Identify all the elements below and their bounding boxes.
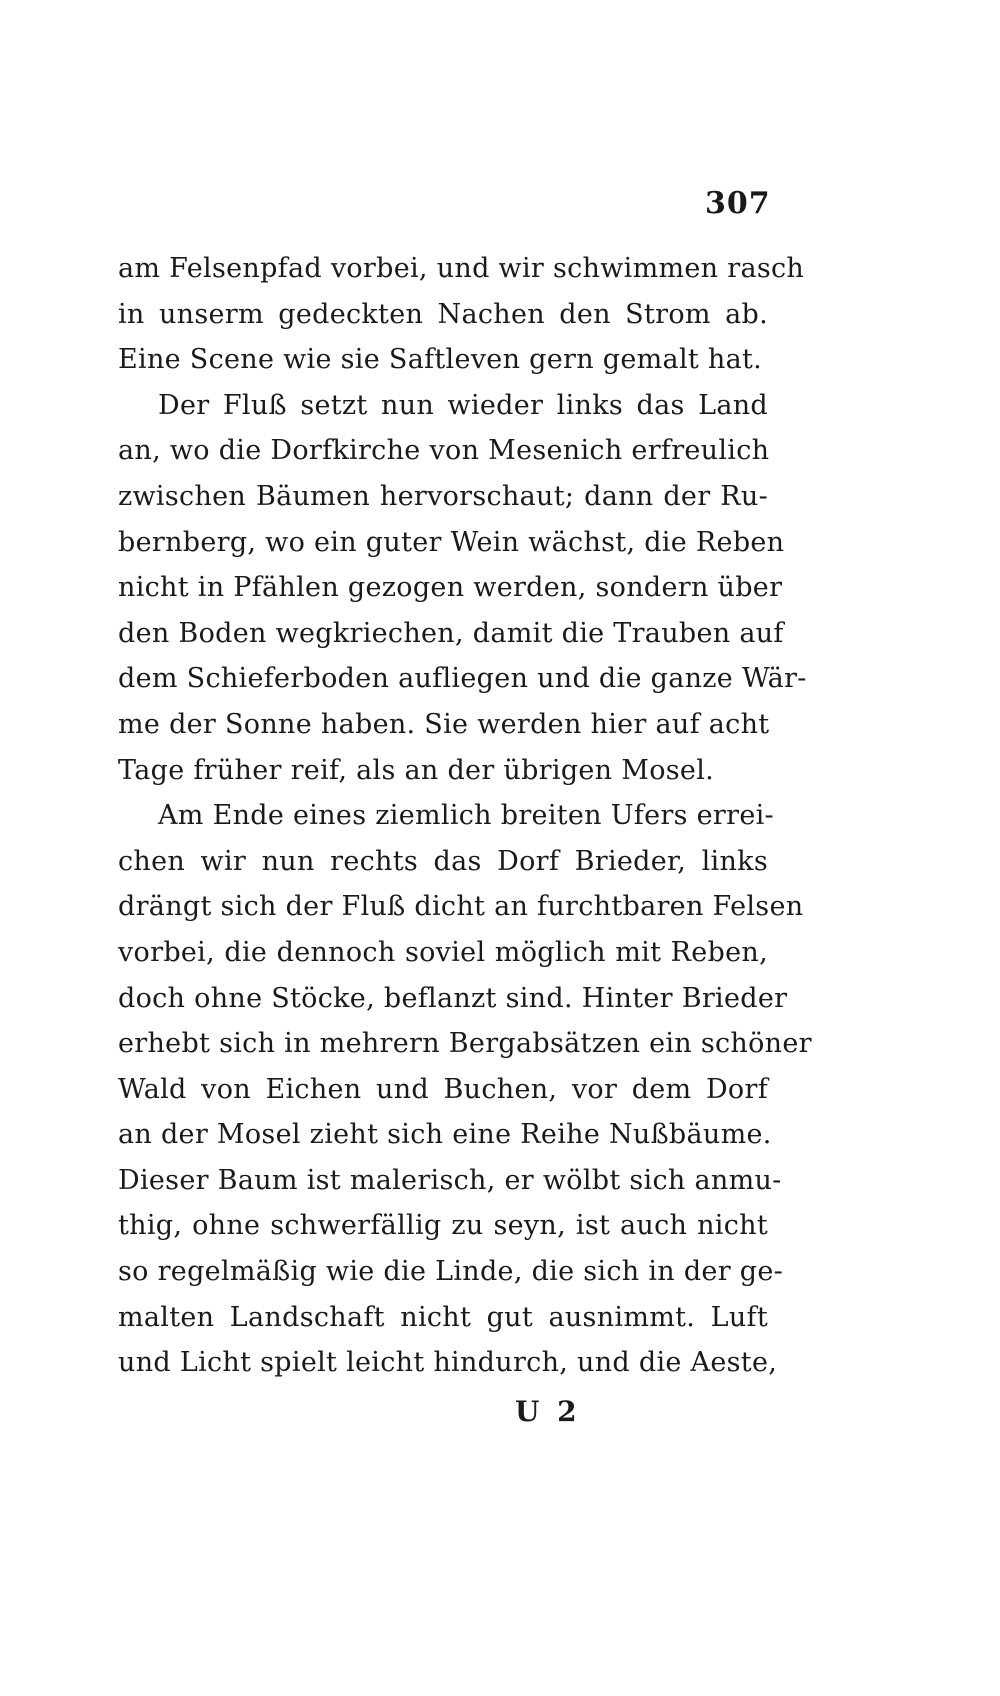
- text-line: in unserm gedeckten Nachen den Strom ab.: [118, 298, 768, 330]
- text-line: Wald von Eichen und Buchen, vor dem Dorf: [118, 1073, 768, 1105]
- text-line: den Boden wegkriechen, damit die Trauben auf: [118, 617, 784, 649]
- body-text: [118, 246, 812, 1386]
- text-line: an der Mosel zieht sich eine Reihe Nußbäume.: [118, 1119, 772, 1151]
- text-line: doch ohne Stöcke, beflanzt sind. Hinter Brieder: [118, 982, 788, 1014]
- text-line: erhebt sich in mehrern Bergabsätzen ein schöner: [118, 1028, 812, 1060]
- text-line: dem Schieferboden aufliegen und die ganze Wär-: [118, 663, 807, 695]
- text-line: thig, ohne schwerfällig zu seyn, ist auch nicht: [118, 1210, 768, 1242]
- text-line: Dieser Baum ist malerisch, er wölbt sich anmu-: [118, 1164, 782, 1196]
- text-line: drängt sich der Fluß dicht an furchtbaren Felsen: [118, 891, 804, 923]
- signature-mark: U 2: [515, 1395, 581, 1428]
- text-line: an, wo die Dorfkirche von Mesenich erfreulich: [118, 435, 770, 467]
- text-line: vorbei, die dennoch soviel möglich mit Reben,: [118, 936, 768, 968]
- text-line: malten Landschaft nicht gut ausnimmt. Luft: [118, 1301, 768, 1333]
- text-line: so regelmäßig wie die Linde, die sich in der ge-: [118, 1256, 784, 1288]
- text-line: Eine Scene wie sie Saftleven gern gemalt hat.: [118, 344, 763, 376]
- page-number: 307: [705, 186, 771, 221]
- paragraph-start-line: Am Ende eines ziemlich breiten Ufers errei-: [158, 800, 774, 832]
- text-line: am Felsenpfad vorbei, und wir schwimmen rasch: [118, 253, 805, 284]
- text-line: me der Sonne haben. Sie werden hier auf acht: [118, 708, 770, 740]
- text-line: Tage früher reif, als an der übrigen Mosel.: [118, 754, 715, 786]
- text-line: und Licht spielt leicht hindurch, und die Aeste,: [118, 1347, 778, 1379]
- text-line: nicht in Pfählen gezogen werden, sondern über: [118, 572, 783, 604]
- paragraph-start-line: Der Fluß setzt nun wieder links das Land: [158, 389, 768, 421]
- text-line: bernberg, wo ein guter Wein wächst, die Reben: [118, 526, 785, 558]
- text-line: chen wir nun rechts das Dorf Brieder, links: [118, 845, 768, 877]
- text-line: zwischen Bäumen hervorschaut; dann der Ru-: [118, 480, 768, 512]
